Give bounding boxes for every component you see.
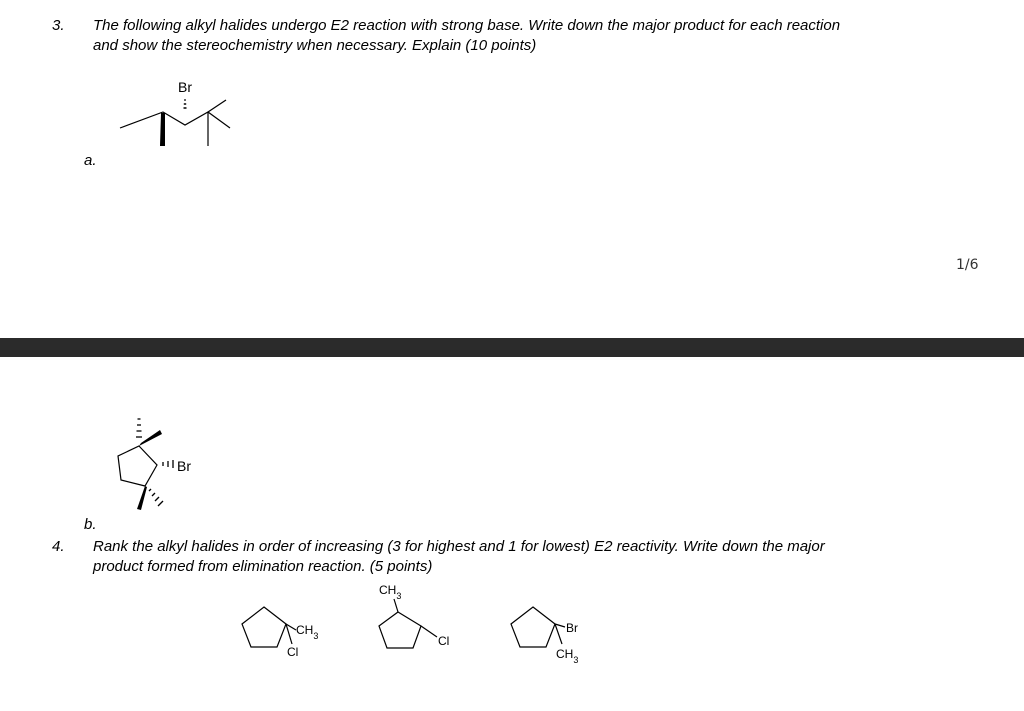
q4-molecule-3-br-label: Br bbox=[566, 621, 578, 635]
molecule-a-structure bbox=[120, 79, 230, 146]
molecule-b-wedge-down bbox=[137, 486, 147, 510]
q4-molecule-1-ring bbox=[242, 607, 286, 647]
molecule-a-chain bbox=[120, 112, 230, 128]
molecule-a-wedge-bond bbox=[160, 113, 165, 146]
question-3-line-1: The following alkyl halides undergo E2 reaction with strong base. Write down the major product for each reaction bbox=[93, 17, 841, 34]
molecule-b-structure bbox=[118, 419, 191, 510]
molecule-b-hashed-br bbox=[163, 460, 173, 468]
question-4-number: 4. bbox=[52, 538, 65, 555]
q4-molecule-1 bbox=[242, 607, 318, 659]
molecule-b-br-label: Br bbox=[177, 458, 191, 474]
molecule-b-wedge-up bbox=[139, 430, 162, 446]
q4-molecule-3-ch3-label: $CH_3$ bbox=[556, 647, 579, 665]
q4-molecule-2-ring bbox=[379, 612, 421, 648]
q4-molecule-3-ring bbox=[511, 607, 555, 647]
molecule-a-hashed-bond bbox=[184, 100, 187, 108]
part-a-label: a. bbox=[84, 152, 97, 169]
q4-molecule-2 bbox=[379, 583, 449, 648]
molecule-a-br-label: Br bbox=[178, 79, 192, 95]
q4-molecule-2-cl-label: Cl bbox=[438, 634, 450, 648]
question-3-line-2: and show the stereochemistry when necessary. Explain (10 points) bbox=[93, 37, 537, 54]
q4-molecule-1-cl-label: Cl bbox=[287, 645, 299, 659]
part-b-label: b. bbox=[84, 516, 97, 533]
q4-molecule-3 bbox=[511, 607, 578, 665]
molecule-b-hashed-up bbox=[136, 419, 142, 437]
molecule-b-hashed-down bbox=[149, 489, 163, 506]
page-divider bbox=[0, 338, 1024, 357]
q4-molecule-3-bond-ch3 bbox=[555, 624, 562, 644]
q4-molecule-2-ch3-label: $CH_3$ bbox=[379, 583, 402, 601]
molecule-b-ring bbox=[118, 446, 157, 486]
q4-molecule-1-ch3-label: $CH_3$ bbox=[296, 623, 319, 641]
molecule-a-methyl-up bbox=[208, 100, 226, 112]
question-4-line-2: product formed from elimination reaction. (5 points) bbox=[93, 558, 433, 575]
question-4-line-1: Rank the alkyl halides in order of increasing (3 for highest and 1 for lowest) E2 reactivity. Write down the major bbox=[93, 538, 825, 555]
q4-molecule-2-bond-cl bbox=[421, 626, 437, 637]
question-3-number: 3. bbox=[52, 17, 65, 34]
question-4-text bbox=[93, 537, 973, 577]
page-indicator: 1/6 bbox=[956, 257, 979, 273]
